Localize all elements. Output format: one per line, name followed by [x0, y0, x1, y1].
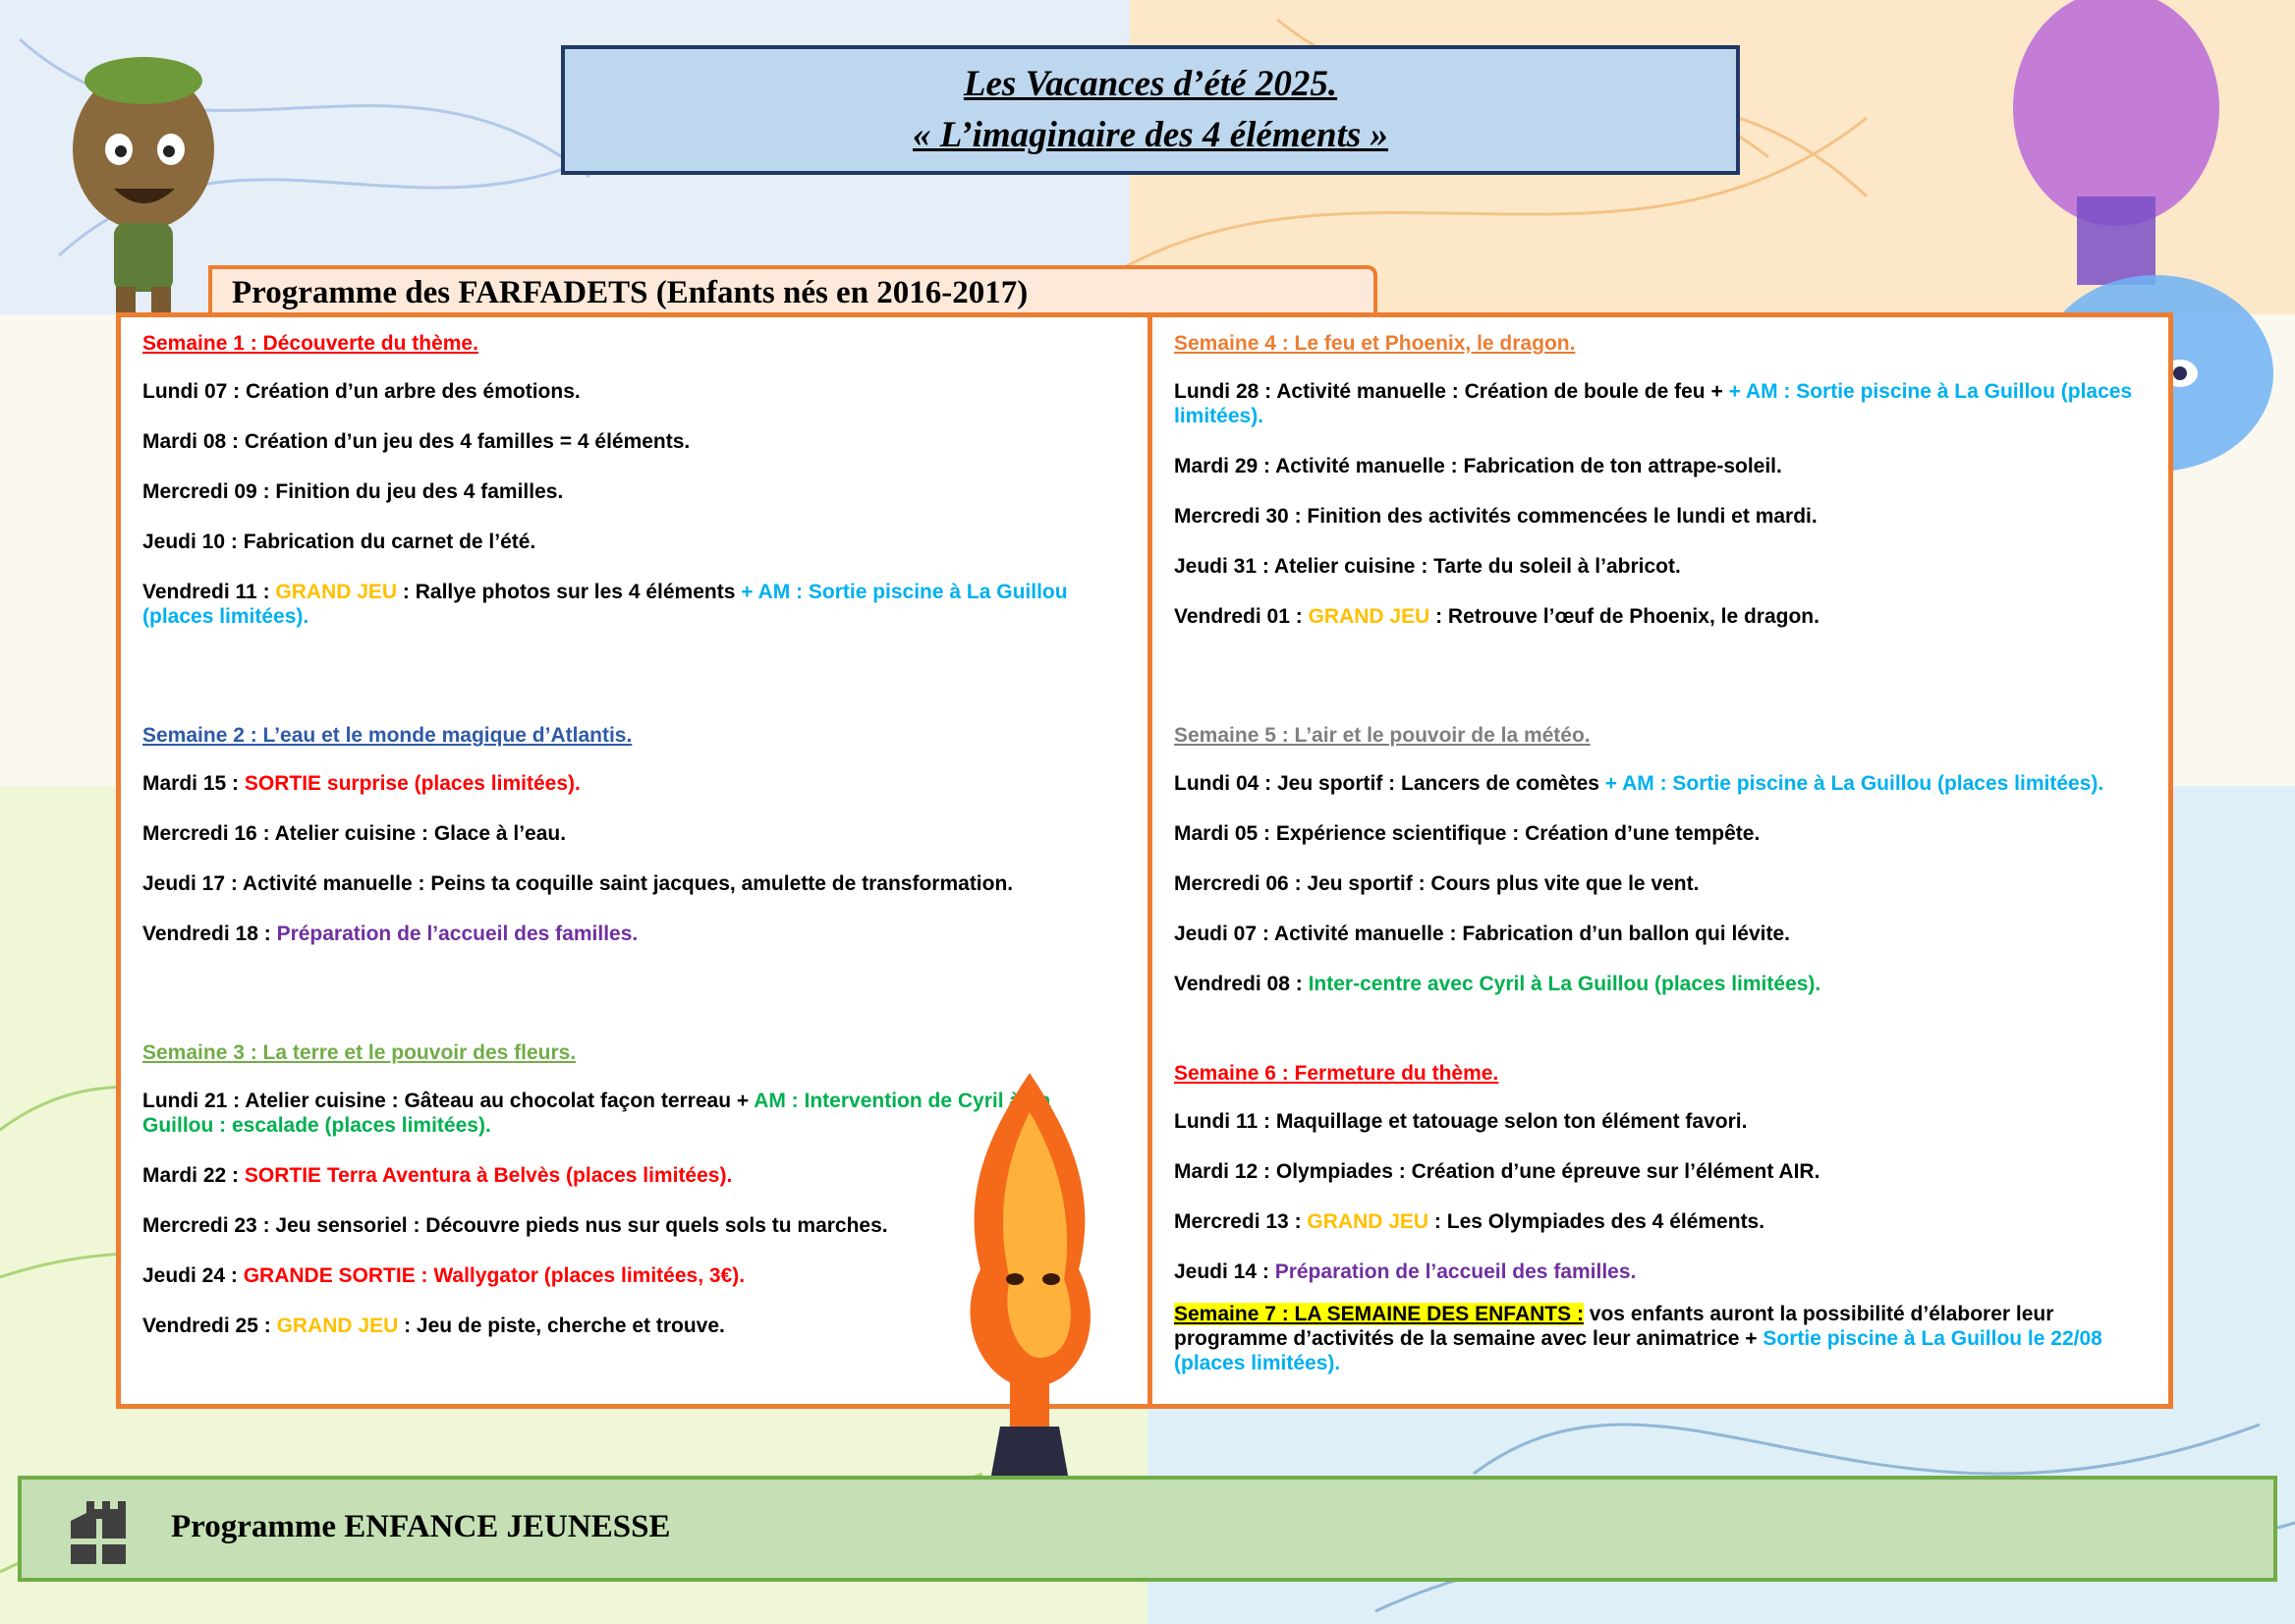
- week-2-tuesday: [142, 771, 1127, 796]
- week-6-wednesday: [1174, 1209, 2147, 1234]
- week-4-tuesday: Mardi 29 : Activité manuelle : Fabrication de ton attrape-soleil.: [1174, 455, 1782, 477]
- week-1-wednesday: Mercredi 09 : Finition du jeu des 4 familles.: [142, 480, 564, 503]
- piscine-note: Sortie piscine à La Guillou le 22/08 (places limitées).: [1174, 1327, 2102, 1374]
- week-5: [1174, 723, 2147, 996]
- week-7-description: [1174, 1302, 2147, 1375]
- week-2-friday: [142, 922, 1127, 946]
- inter-centre-note: Inter-centre avec Cyril à La Guillou (places limitées).: [1308, 973, 1821, 995]
- week-6: [1174, 1061, 2147, 1284]
- week-6-title: Semaine 6 : Fermeture du thème.: [1174, 1062, 1499, 1085]
- entry-text: : Retrouve l’œuf de Phoenix, le dragon.: [1429, 605, 1819, 628]
- week-1-thursday: Jeudi 10 : Fabrication du carnet de l’été.: [142, 531, 536, 553]
- title-box: [561, 45, 1740, 175]
- week-4-monday: [1174, 379, 2147, 428]
- castle-logo-icon: [67, 1501, 130, 1564]
- entry-text: : Jeu de piste, cherche et trouve.: [398, 1315, 725, 1337]
- entry-text: Mardi 22 :: [142, 1164, 245, 1187]
- week-6-thursday: [1174, 1260, 2147, 1284]
- week-3-wednesday: Mercredi 23 : Jeu sensoriel : Découvre pieds nus sur quels sols tu marches.: [142, 1214, 888, 1237]
- entry-text: Lundi 28 : Activité manuelle : Création de boule de feu +: [1174, 380, 1729, 403]
- week-5-tuesday: Mardi 05 : Expérience scientifique : Création d’une tempête.: [1174, 822, 1761, 845]
- week-1-tuesday: Mardi 08 : Création d’un jeu des 4 familles = 4 éléments.: [142, 430, 691, 453]
- week-5-friday: [1174, 972, 2147, 996]
- title-line-2: « L’imaginaire des 4 éléments »: [912, 115, 1389, 155]
- intervention-note: AM : Intervention de Cyril à La Guillou : escalade (places limitées).: [142, 1090, 1051, 1137]
- entry-text: : Les Olympiades des 4 éléments.: [1428, 1210, 1765, 1233]
- week-6-tuesday: Mardi 12 : Olympiades : Création d’une épreuve sur l’élément AIR.: [1174, 1160, 1820, 1183]
- week-4-friday: [1174, 604, 2147, 629]
- week-7: [1174, 1302, 2147, 1375]
- entry-text: Mardi 15 :: [142, 772, 245, 795]
- grand-jeu-label: GRAND JEU: [275, 581, 398, 603]
- footer-banner: [18, 1476, 2277, 1582]
- entry-text: Mercredi 13 :: [1174, 1210, 1308, 1233]
- footer-text: Programme ENFANCE JEUNESSE: [171, 1509, 671, 1544]
- title-line-1: Les Vacances d’été 2025.: [963, 64, 1338, 104]
- week-1-title: Semaine 1 : Découverte du thème.: [142, 332, 478, 355]
- week-1: [142, 331, 1127, 629]
- week-6-monday: Lundi 11 : Maquillage et tatouage selon ton élément favori.: [1174, 1110, 1748, 1133]
- schedule-panel-right: [1148, 312, 2173, 1409]
- week-5-monday: [1174, 771, 2147, 796]
- entry-text: Lundi 04 : Jeu sportif : Lancers de comètes: [1174, 772, 1605, 795]
- week-4: [1174, 331, 2147, 629]
- entry-text: Vendredi 18 :: [142, 923, 277, 945]
- week-5-wednesday: Mercredi 06 : Jeu sportif : Cours plus vite que le vent.: [1174, 872, 1700, 895]
- piscine-note: + AM : Sortie piscine à La Guillou (places limitées).: [142, 581, 1068, 628]
- week-7-title: Semaine 7 : LA SEMAINE DES ENFANTS :: [1174, 1303, 1584, 1325]
- entry-text: Vendredi 01 :: [1174, 605, 1309, 628]
- week-1-monday: Lundi 07 : Création d’un arbre des émotions.: [142, 380, 581, 403]
- sortie-note: GRANDE SORTIE : Wallygator (places limitées, 3€).: [243, 1264, 746, 1287]
- entry-text: Vendredi 11 :: [142, 581, 276, 603]
- week-5-title: Semaine 5 : L’air et le pouvoir de la météo.: [1174, 724, 1591, 747]
- week-3-title: Semaine 3 : La terre et le pouvoir des fleurs.: [142, 1041, 577, 1064]
- famille-note: Préparation de l’accueil des familles.: [1274, 1260, 1637, 1283]
- piscine-note: + AM : Sortie piscine à La Guillou (places limitées).: [1174, 380, 2133, 427]
- week-5-thursday: Jeudi 07 : Activité manuelle : Fabrication d’un ballon qui lévite.: [1174, 923, 1791, 945]
- entry-text: vos enfants auront la possibilité d’élaborer leur programme d’activités de la semaine avec leur animatrice +: [1174, 1303, 2054, 1350]
- grand-jeu-label: GRAND JEU: [1308, 605, 1430, 628]
- week-4-wednesday: Mercredi 30 : Finition des activités commencées le lundi et mardi.: [1174, 505, 1818, 528]
- program-title: Programme des FARFADETS (Enfants nés en 2016-2017): [232, 274, 1029, 310]
- entry-text: : Rallye photos sur les 4 éléments: [397, 581, 742, 603]
- sortie-note: SORTIE Terra Aventura à Belvès (places limitées).: [244, 1164, 733, 1187]
- week-2-wednesday: Mercredi 16 : Atelier cuisine : Glace à l’eau.: [142, 822, 567, 845]
- week-4-thursday: Jeudi 31 : Atelier cuisine : Tarte du soleil à l’abricot.: [1174, 555, 1681, 578]
- program-heading-tab: [208, 265, 1377, 316]
- week-1-friday: [142, 580, 1127, 629]
- week-4-title: Semaine 4 : Le feu et Phoenix, le dragon.: [1174, 332, 1576, 355]
- week-2-title: Semaine 2 : L’eau et le monde magique d’Atlantis.: [142, 724, 633, 747]
- week-2-thursday: Jeudi 17 : Activité manuelle : Peins ta coquille saint jacques, amulette de transformation.: [142, 872, 1014, 895]
- entry-text: Jeudi 24 :: [142, 1264, 244, 1287]
- entry-text: Lundi 21 : Atelier cuisine : Gâteau au chocolat façon terreau +: [142, 1090, 755, 1112]
- grand-jeu-label: GRAND JEU: [276, 1315, 399, 1337]
- piscine-note: + AM : Sortie piscine à La Guillou (places limitées).: [1604, 772, 2104, 795]
- entry-text: Jeudi 14 :: [1174, 1260, 1275, 1283]
- forest-character-illustration: [55, 51, 230, 316]
- grand-jeu-label: GRAND JEU: [1307, 1210, 1429, 1233]
- entry-text: Vendredi 08 :: [1174, 973, 1309, 995]
- sortie-note: SORTIE surprise (places limitées).: [244, 772, 581, 795]
- entry-text: Vendredi 25 :: [142, 1315, 277, 1337]
- famille-note: Préparation de l’accueil des familles.: [276, 923, 639, 945]
- week-2: [142, 723, 1127, 946]
